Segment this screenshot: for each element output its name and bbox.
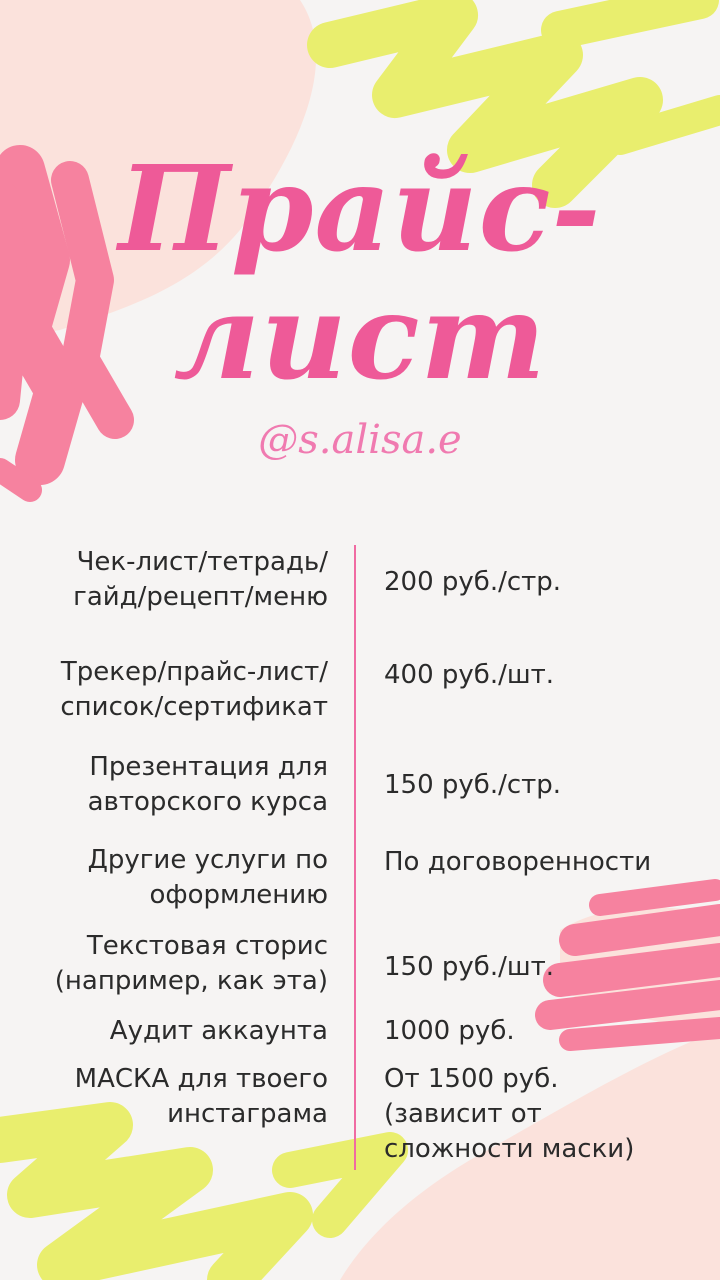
service-price: 150 руб./стр.	[384, 770, 562, 800]
column-divider	[354, 545, 356, 1170]
service-price: 400 руб./шт.	[384, 660, 555, 690]
service-label: МАСКА для твоего инстаграма	[74, 1064, 328, 1129]
service-label: Другие услуги по оформлению	[87, 845, 328, 910]
instagram-handle: @s.alisa.e	[258, 417, 462, 463]
page-title-line-2: лист	[173, 267, 547, 406]
page-title-line-1: Прайс-	[118, 139, 602, 278]
service-price: По договоренности	[384, 847, 652, 877]
service-price: 200 руб./стр.	[384, 567, 562, 597]
service-label: Трекер/прайс-лист/ список/сертификат	[60, 657, 328, 722]
yellow-brush-bottom	[0, 1125, 390, 1280]
service-price: 1000 руб.	[384, 1016, 515, 1046]
service-label: Чек-лист/тетрадь/ гайд/рецепт/меню	[73, 547, 328, 612]
service-price: 150 руб./шт.	[384, 952, 555, 982]
service-price: От 1500 руб. (зависит от сложности маски)	[384, 1064, 635, 1164]
service-label: Текстовая сторис (например, как эта)	[54, 931, 328, 996]
service-label: Презентация для авторского курса	[87, 752, 328, 817]
service-label: Аудит аккаунта	[109, 1016, 328, 1046]
